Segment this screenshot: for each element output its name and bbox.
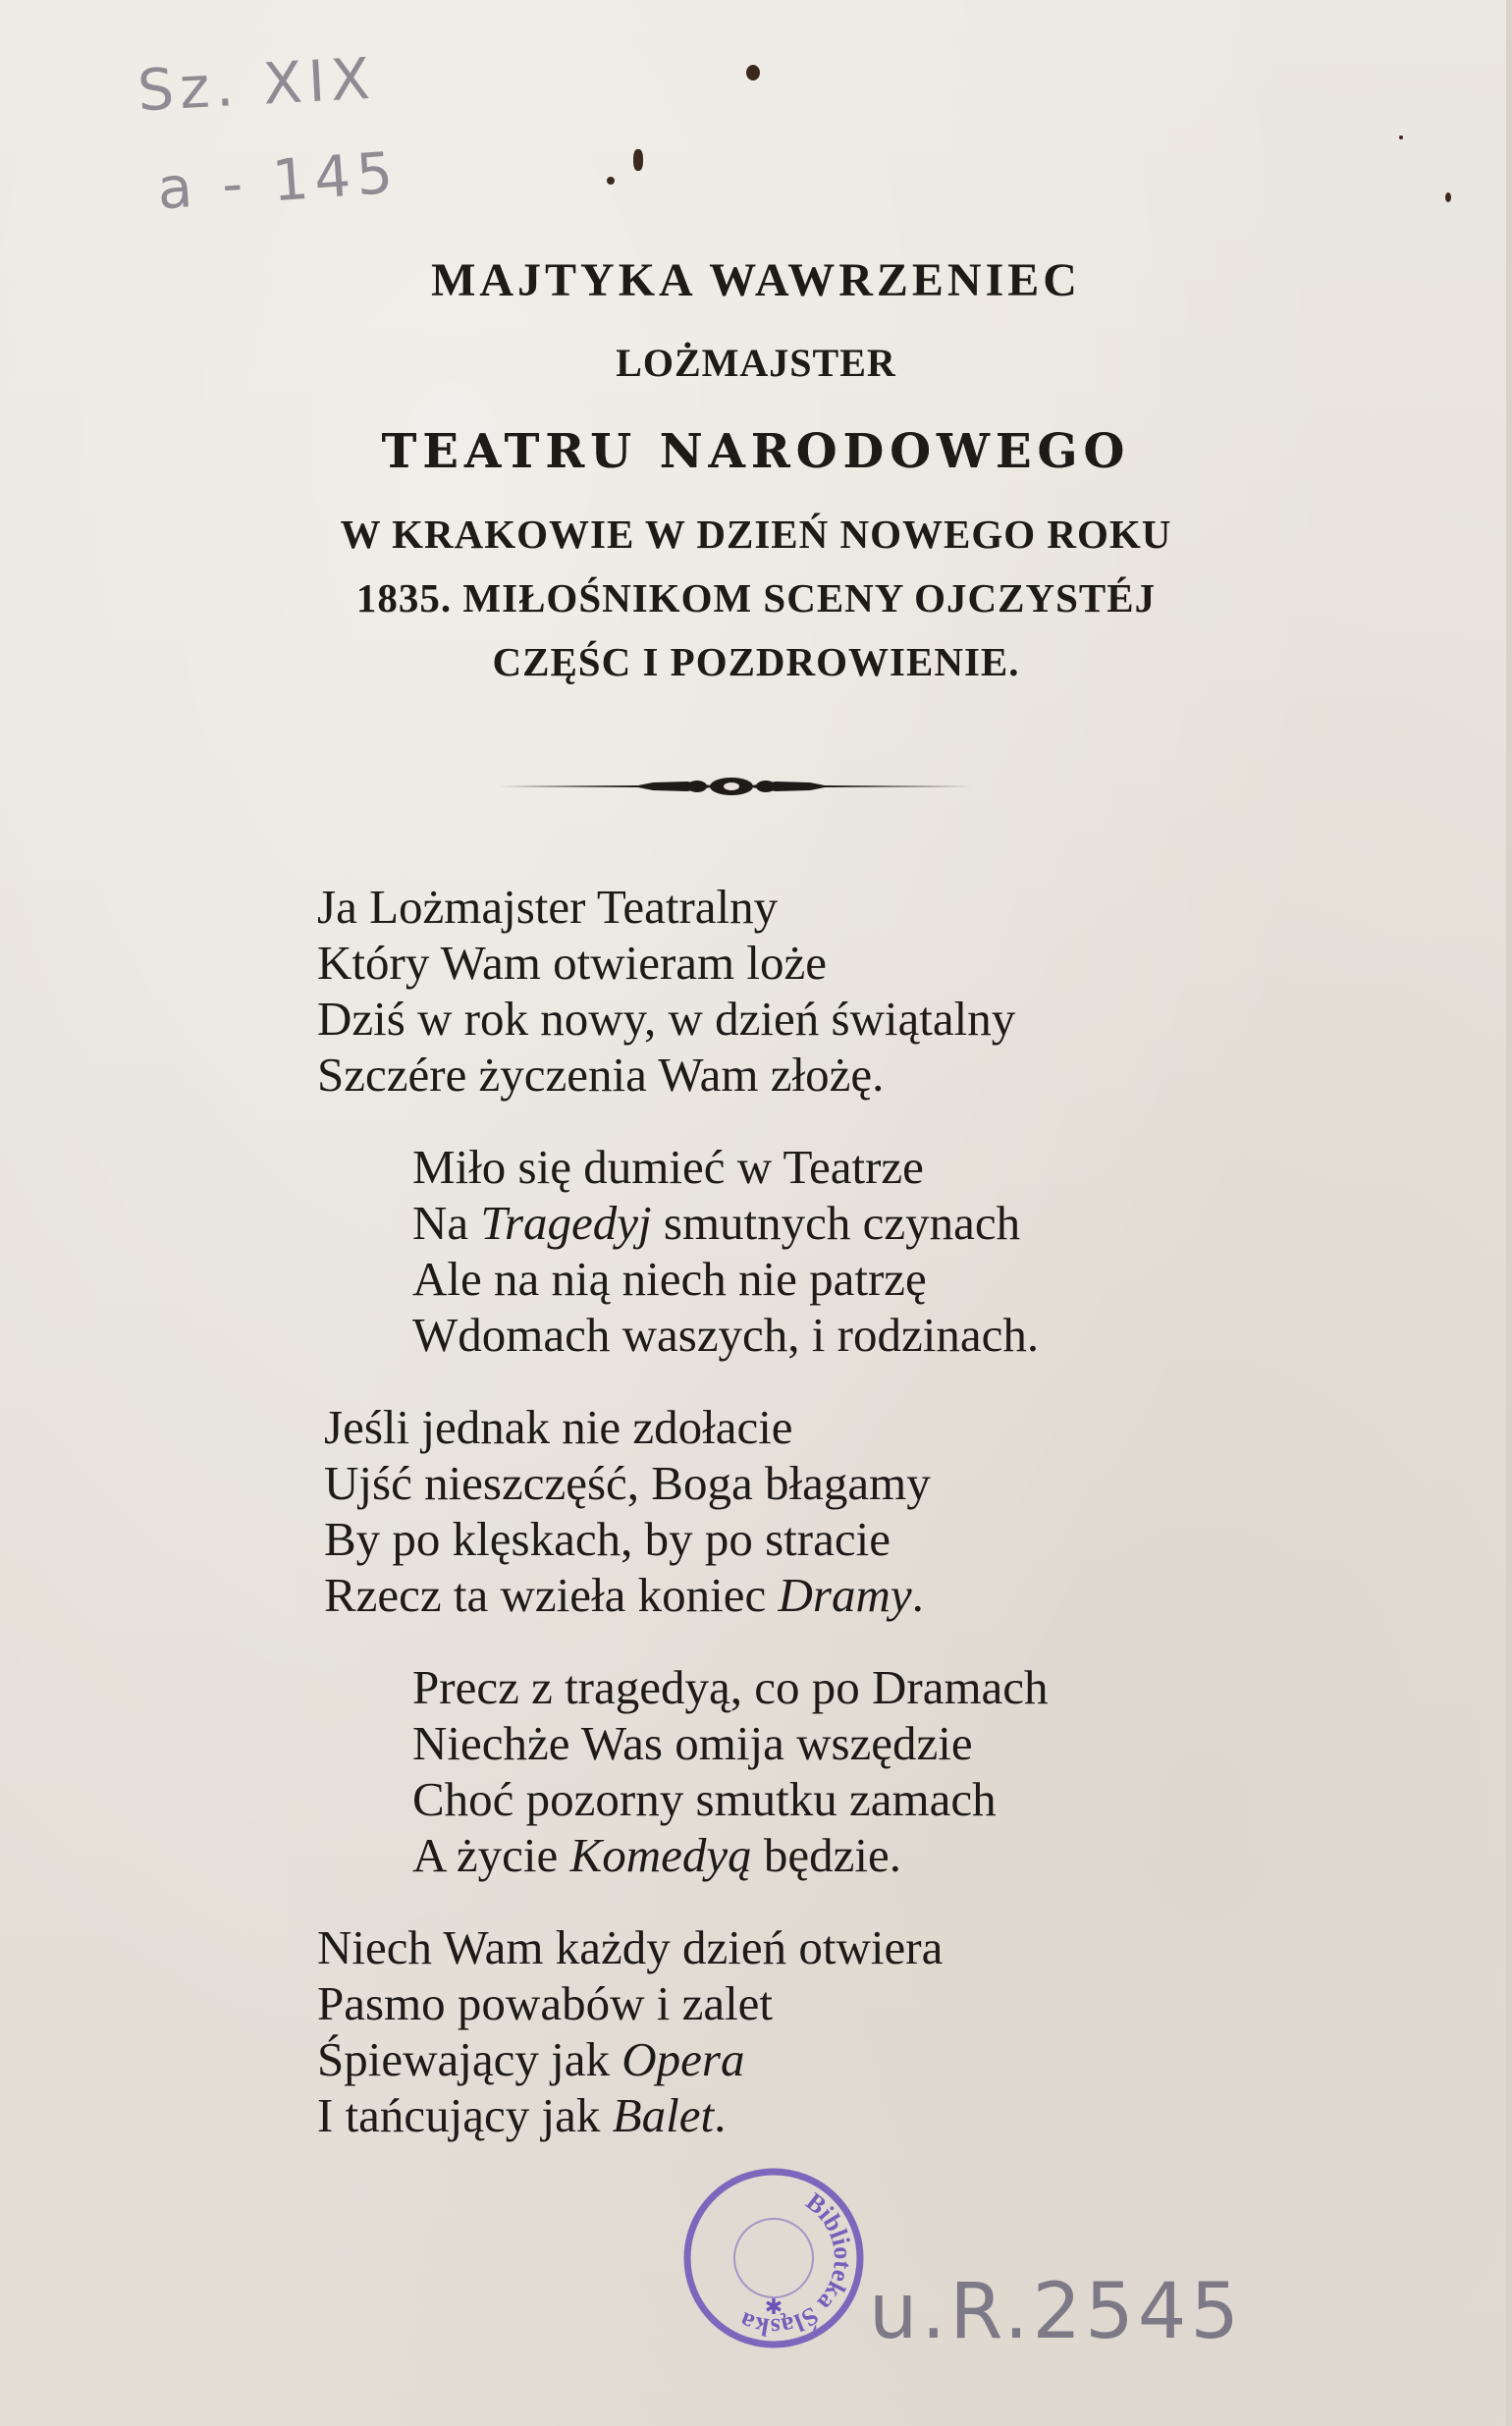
ink-speck [746, 65, 760, 81]
title-block [0, 254, 1512, 684]
ink-speck [1445, 192, 1451, 202]
stanza-5 [317, 1919, 943, 2143]
poem-italic-word: Balet [612, 2088, 715, 2142]
poem-line: Ujść nieszczęść, Boga błagamy [324, 1456, 931, 1510]
title-author: MAJTYKA WAWRZENIEC [431, 254, 1081, 306]
poem-text: I tańcujący jak [317, 2088, 613, 2142]
ornamental-divider [491, 774, 972, 799]
stanza-4 [412, 1659, 1049, 1883]
poem-line: Choć pozorny smutku zamach [412, 1772, 997, 1826]
ink-speck [1399, 135, 1403, 139]
poem-line: Jeśli jednak nie zdołacie [324, 1400, 793, 1454]
star-icon: ✱ [764, 2295, 783, 2320]
poem-text: będzie. [751, 1828, 901, 1882]
poem-text: smutnych czynach [651, 1196, 1021, 1250]
poem-line: By po klęskach, by po stracie [324, 1512, 891, 1566]
poem-italic-word: Tragedyj [480, 1196, 652, 1250]
title-profession: LOŻMAJSTER [616, 341, 896, 385]
poem-italic-word: Komedyą [569, 1828, 752, 1882]
poem-text: Śpiewający jak [317, 2032, 622, 2086]
poem-text: . [714, 2088, 727, 2142]
poem-italic-word: Opera [621, 2032, 745, 2086]
poem-line [412, 1827, 1049, 1883]
stanza-2 [412, 1139, 1039, 1363]
poem-text: Na [412, 1196, 481, 1250]
stanza-3 [324, 1399, 931, 1623]
title-year-dedication: 1835. MIŁOŚNIKOM SCENY OJCZYSTÉJ [355, 575, 1157, 620]
ink-speck [607, 177, 615, 185]
poem-line: Szczére życzenia Wam złożę. [317, 1048, 885, 1102]
title-theatre: TEATRU NARODOWEGO [381, 424, 1131, 479]
poem-line: Precz z tragedyą, co po Dramach [412, 1660, 1049, 1714]
poem-line: Niech Wam każdy dzień otwiera [317, 1920, 944, 1974]
ink-speck [633, 149, 643, 171]
title-greeting: CZĘŚC I POZDROWIENIE. [492, 639, 1020, 684]
stamp-text: Biblioteka Śląska [735, 2186, 858, 2343]
poem-line: Ja Lożmajster Teatralny [317, 880, 779, 934]
accession-number: u.R.2545 [869, 2268, 1243, 2356]
poem-line: Pasmo powabów i zalet [317, 1976, 774, 2030]
title-place-date: W KRAKOWIE W DZIEŃ NOWEGO ROKU [340, 512, 1172, 557]
poem-line: Dziś w rok nowy, w dzień świątalny [317, 992, 1016, 1046]
poem-text: Rzecz ta wzieła koniec [324, 1568, 779, 1622]
poem-line: Miło się dumieć w Teatrze [412, 1140, 924, 1194]
poem-line: Niechże Was omija wszędzie [412, 1716, 973, 1770]
poem-line: Wdomach waszych, i rodzinach. [412, 1308, 1040, 1362]
poem-italic-word: Dramy [778, 1568, 912, 1622]
poem-text: . [911, 1568, 924, 1622]
poem-line [324, 1567, 931, 1623]
poem-text: A życie [412, 1828, 570, 1882]
library-stamp [680, 2165, 867, 2351]
poem-line [317, 2031, 943, 2087]
poem-line: Ale na nią niech nie patrzę [412, 1252, 927, 1306]
poem-line [317, 2087, 943, 2143]
stanza-1 [317, 879, 1015, 1103]
shelfmark-note-2: a - 145 [154, 138, 402, 223]
poem-line [412, 1195, 1039, 1251]
shelfmark-note-1: Sz. XIX [135, 44, 378, 125]
poem-line: Który Wam otwieram loże [317, 936, 828, 990]
